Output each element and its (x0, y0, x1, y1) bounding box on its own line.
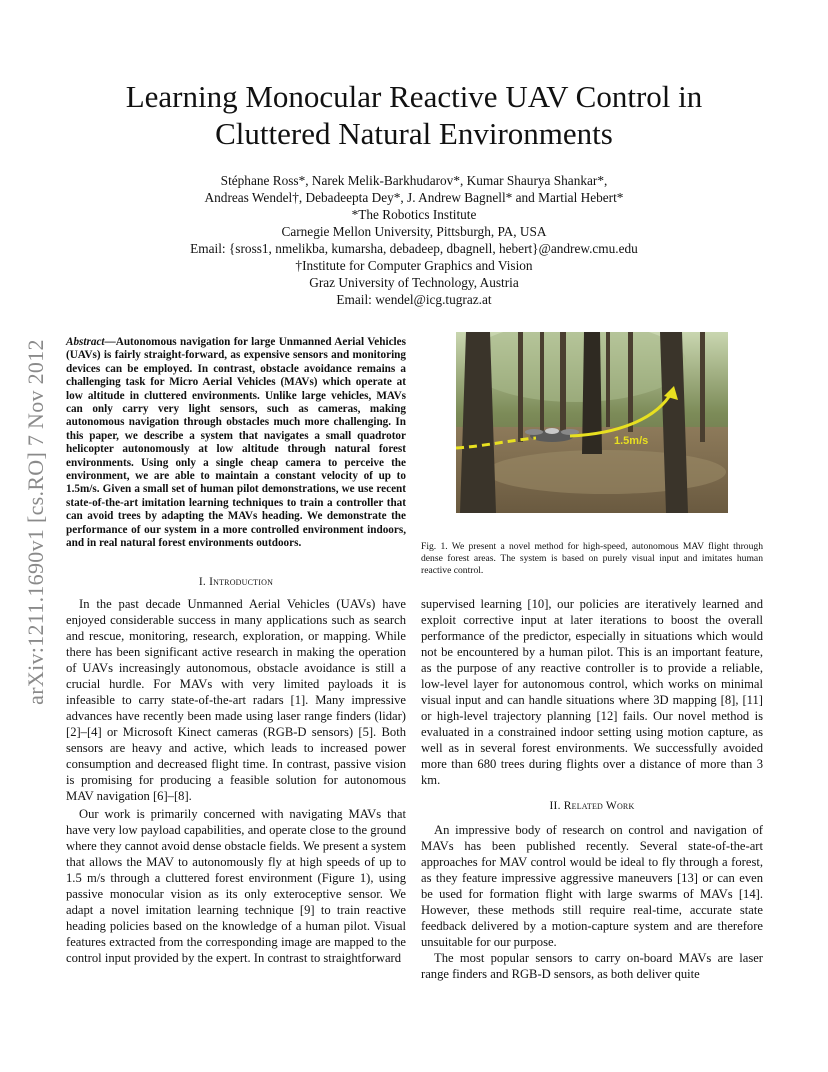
author-block (84, 172, 744, 308)
intro-paragraph-2: Our work is primarily concerned with navigating MAVs that have very low payload capabilities, and operate close to the ground where they cannot avoid dense obstacle fields. We present a system that allows the MAV to autonomously fly at high speeds of up to 1.5 m/s through a cluttered forest environment (Figure 1), using passive monocular vision as its only exteroceptive sensor. We adapt a novel imitation learning technique [9] to train reactive heading policies based on the knowledge of a human pilot. Visual features extracted from the corresponding image are mapped to the control input provided by the expert. In contrast to straightforward (66, 807, 406, 965)
author-line-1: Stéphane Ross*, Narek Melik-Barkhudarov*, Kumar Shaurya Shankar*, (220, 173, 608, 188)
arxiv-identifier-text: arXiv:1211.1690v1 [cs.RO] 7 Nov 2012 (23, 339, 48, 705)
affiliation-2: †Institute for Computer Graphics and Vision (295, 258, 533, 273)
affiliation-1-place: Carnegie Mellon University, Pittsburgh, PA, USA (281, 224, 547, 239)
figure-caption: Fig. 1. We present a novel method for high-speed, autonomous MAV flight through dense forest areas. The system is based on purely visual input and imitates human reactive control. (421, 541, 763, 576)
intro-heading-text: Introduction (209, 576, 274, 588)
related-heading-text: Related Work (563, 800, 635, 812)
related-paragraph-1: An impressive body of research on control and navigation of MAVs has been published recently. Several state-of-the-art approaches for MAV control would be ideal to fly through a forest, as they feature impressive aggressive maneuvers [13] or can even be used for formation flight with large swarms of MAVs [14]. However, these methods still require real-time, accurate state feedback delivered by a motion-capture system and are therefore unsuitable for our purpose. (421, 823, 763, 949)
foreground-tree-left (460, 332, 496, 513)
title-line-1: Learning Monocular Reactive UAV Control in (125, 79, 703, 114)
related-paragraph-2: The most popular sensors to carry on-board MAVs are laser range finders and RGB-D sensors, as both deliver quite (421, 951, 763, 981)
forest-photo (456, 332, 728, 513)
affiliation-2-place: Graz University of Technology, Austria (309, 275, 519, 290)
speed-label: 1.5m/s (614, 435, 649, 447)
intro-heading (66, 576, 406, 588)
paper-title (64, 78, 764, 152)
related-work-heading (421, 800, 763, 812)
intro-paragraph-1: In the past decade Unmanned Aerial Vehicles (UAVs) have enjoyed considerable success in many applications such as search and rescue, monitoring, research, exploration, or mapping. While there has been significant active research in making the operation of UAVs increasingly autonomous, obstacle avoidance is still a crucial hurdle. For MAVs with very limited payloads it is infeasible to carry state-of-the-art radars [1]. Many impressive advances have recently been made using laser range finders (lidar) [2]–[4] or Microsoft Kinect cameras (RGB-D sensors) [5]. Both sensors are heavy and active, which leads to increased power consumption and decreased flight time. In contrast, passive vision is promising for producing a feasible solution for autonomous MAV navigation [6]–[8]. (66, 597, 406, 803)
abstract (66, 336, 406, 551)
leaf-litter (486, 450, 726, 494)
affiliation-1: *The Robotics Institute (351, 207, 477, 222)
author-line-2: Andreas Wendel†, Debadeepta Dey*, J. Andrew Bagnell* and Martial Hebert* (204, 190, 624, 205)
intro-paragraph-3: supervised learning [10], our policies are iteratively learned and exploit corrective input at later iterations to boost the overall performance of the predictor, especially in situations which would not be encountered by a human pilot. This is an important feature, as the purpose of any reactive controller is to provide a reliable, low-level layer for autonomous control, which works on minimal visual input and can handle situations where 3D mapping [8], [11] or high-level trajectory planning [12] fails. Our novel method is evaluated in a constrained indoor setting using motion capture, as well as in several forest environments. We successfully avoided more than 680 trees during flights over a distance of more than 3 km. (421, 597, 763, 787)
related-heading-number: II. (549, 800, 561, 812)
arxiv-identifier (18, 292, 54, 752)
abstract-body: —Autonomous navigation for large Unmanned Aerial Vehicles (UAVs) is fairly straight-forward, as expensive sensors and monitoring devices can be employed. In contrast, obstacle avoidance remains a challenging task for Micro Aerial Vehicles (MAVs) which operate at low altitude in cluttered environments. Unlike large vehicles, MAVs can only carry very light sensors, such as cameras, making autonomous navigation through obstacles much more challenging. In this paper, we describe a system that navigates a small quadrotor helicopter autonomously at low altitude through natural forest environments. Using only a single cheap camera to perceive the environment, we are able to maintain a constant velocity of up to 1.5m/s. Given a small set of human pilot demonstrations, we use recent state-of-the-art imitation learning techniques to train a controller that can avoid trees by adapting the MAVs heading. We demonstrate the performance of our system in a more controlled environment indoors, and in real natural forest environments outdoors. (66, 336, 406, 550)
abstract-lead: Abstract (66, 336, 105, 348)
title-line-2: Cluttered Natural Environments (215, 116, 613, 151)
affiliation-1-email: Email: {sross1, nmelikba, kumarsha, debadeep, dbagnell, hebert}@andrew.cmu.edu (190, 241, 638, 256)
intro-heading-number: I. (198, 576, 206, 588)
affiliation-2-email: Email: wendel@icg.tugraz.at (336, 292, 492, 307)
figure-forest-photo (456, 332, 728, 513)
